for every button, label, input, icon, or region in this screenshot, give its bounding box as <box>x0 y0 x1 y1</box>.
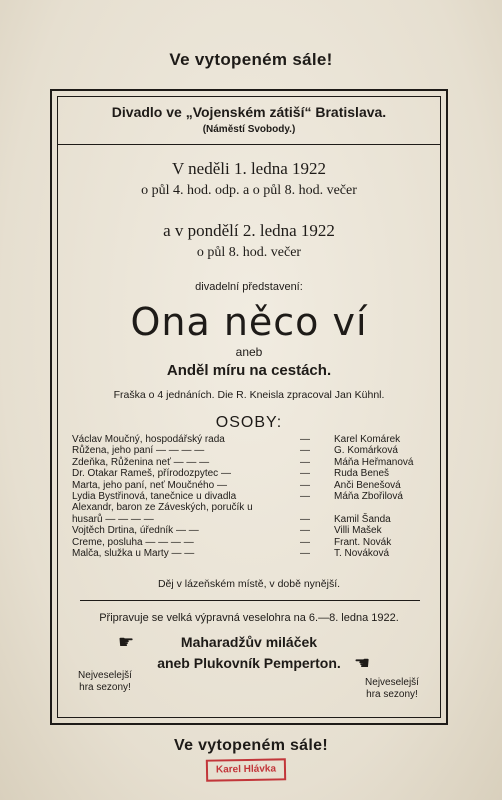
cast-row <box>72 514 432 525</box>
play-title: Ona něco ví <box>130 300 368 344</box>
cast-actor: Karel Komárek <box>334 434 401 445</box>
cast-actor: T. Nováková <box>334 547 390 559</box>
cast-heading: OSOBY: <box>215 414 283 431</box>
cast-role: Alexandr, baron ze Záveských, poručík u <box>72 502 253 514</box>
time-monday: o půl 8. hod. večer <box>196 245 302 260</box>
cast-actor: Ruda Beneš <box>334 468 390 480</box>
play-credit: Fraška o 4 jednáních. Die R. Kneisla zpracoval Jan Kühnl. <box>113 389 385 401</box>
ownership-stamp: Karel Hlávka <box>206 758 286 781</box>
side-note-right-line2: hra sezony! <box>366 689 418 700</box>
bottom-banner: Ve vytopeném sále! <box>174 737 328 754</box>
pointing-hand-right-icon: ☛ <box>118 632 135 652</box>
cast-dash: — <box>300 525 310 537</box>
cast-row <box>72 468 432 479</box>
performance-label: divadelní představení: <box>195 281 303 293</box>
cast-actor: Frant. Novák <box>334 536 392 548</box>
cast-row <box>72 537 432 548</box>
date-sunday: V neděli 1. ledna 1922 <box>171 159 327 178</box>
cast-row <box>72 548 432 559</box>
cast-dash: — <box>300 445 310 457</box>
cast-actor: Anči Benešová <box>334 479 401 491</box>
time-sunday: o půl 4. hod. odp. a o půl 8. hod. večer <box>141 183 357 198</box>
side-note-left <box>70 670 140 694</box>
cast-actor: G. Komárková <box>334 445 398 457</box>
cast-role: Malča, služka u Marty — — <box>72 547 195 559</box>
cast-dash: — <box>300 456 310 468</box>
date-monday: a v pondělí 2. ledna 1922 <box>163 221 335 240</box>
cast-role: husarů — — — — <box>72 513 154 525</box>
cast-role: Zdeňka, Růženina neť — — — <box>72 456 210 468</box>
next-play-title: Maharadžův miláček <box>180 634 318 650</box>
cast-dash: — <box>300 513 310 525</box>
cast-role: Dr. Otakar Rameš, přírodozpytec — <box>72 468 231 480</box>
cast-row <box>72 457 432 468</box>
top-banner: Ve vytopeném sále! <box>169 50 333 69</box>
cast-dash: — <box>300 536 310 548</box>
side-note-right-line1: Nejveselejší <box>365 677 419 688</box>
cast-role: Marta, jeho paní, neť Moučného — <box>72 479 227 491</box>
side-note-left-line2: hra sezony! <box>79 682 131 693</box>
next-play-subtitle: aneb Plukovník Pemperton. <box>157 655 341 671</box>
cast-dash: — <box>300 490 310 502</box>
cast-role: Růžena, jeho paní — — — — <box>72 445 205 457</box>
cast-row <box>72 445 432 456</box>
cast-actor: Villi Mašek <box>334 525 382 537</box>
header-divider <box>57 144 441 145</box>
side-note-left-line1: Nejveselejší <box>78 670 132 681</box>
cast-dash: — <box>300 434 310 445</box>
pointing-hand-left-icon: ☛ <box>354 653 371 673</box>
cast-dash: — <box>300 479 310 491</box>
cast-list <box>72 434 432 559</box>
cast-actor: Kamil Šanda <box>334 513 391 525</box>
cast-dash: — <box>300 468 310 480</box>
cast-role: Václav Moučný, hospodářský rada <box>72 434 225 445</box>
cast-role: Vojtěch Drtina, úředník — — <box>72 525 199 537</box>
cast-row <box>72 434 432 445</box>
play-subtitle: Anděl míru na cestách. <box>166 362 332 379</box>
cast-dash: — <box>300 547 310 559</box>
section-divider <box>80 600 420 601</box>
cast-row <box>72 502 432 513</box>
cast-role: Creme, posluha — — — — <box>72 536 194 548</box>
cast-row <box>72 525 432 536</box>
cast-row <box>72 491 432 502</box>
setting-note: Děj v lázeňském místě, v době nynější. <box>157 578 341 590</box>
cast-row <box>72 480 432 491</box>
side-note-right <box>354 677 430 701</box>
next-announcement: Připravuje se velká výpravná veselohra na 6.—8. ledna 1922. <box>99 612 399 624</box>
cast-actor: Máňa Heřmanová <box>334 456 414 468</box>
theatre-address: (Náměstí Svobody.) <box>202 124 296 135</box>
cast-actor: Máňa Zbořilová <box>334 490 403 502</box>
theatre-name: Divadlo ve „Vojenském zátiší“ Bratislava. <box>111 104 387 120</box>
aneb-label: aneb <box>235 345 263 359</box>
cast-role: Lydia Bystřinová, tanečnice u divadla <box>72 490 237 502</box>
